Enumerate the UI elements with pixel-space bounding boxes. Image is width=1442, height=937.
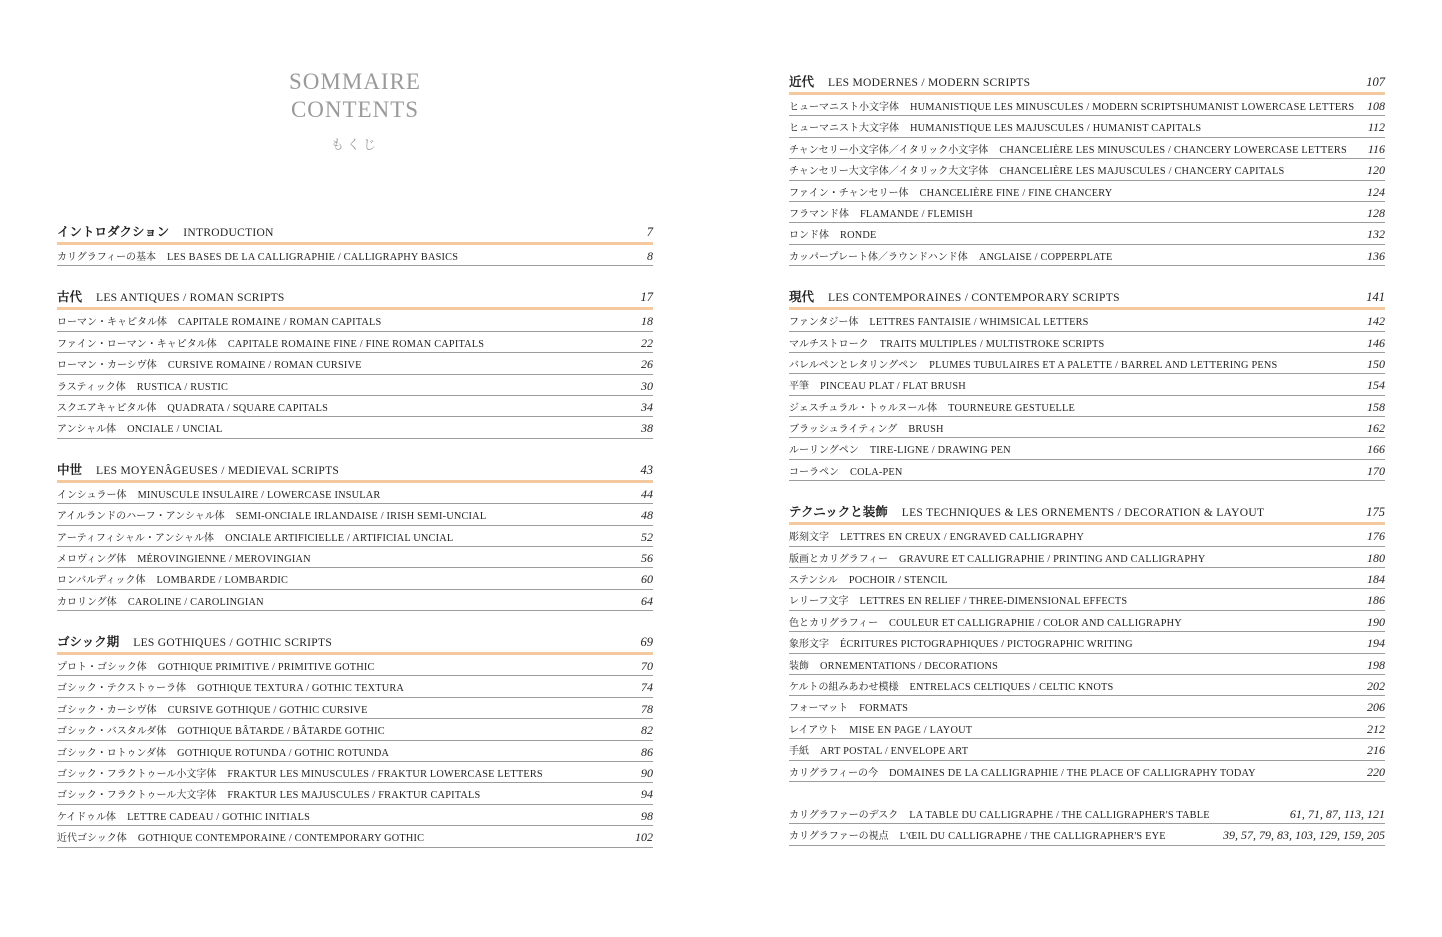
toc-entry[interactable] [789,353,1385,374]
toc-section [57,632,653,848]
section-heading[interactable] [57,460,653,483]
toc-entry[interactable] [789,417,1385,438]
page-number: 198 [1367,657,1385,672]
page-number: 146 [1367,335,1385,350]
french-english-title: LOMBARDE / LOMBARDIC [156,575,289,587]
page-number: 212 [1367,721,1385,736]
toc-entry[interactable] [57,741,653,762]
japanese-title: ゴシック・フラクトゥール大文字体 [57,790,217,802]
japanese-title: 象形文字 [789,639,829,651]
toc-entry[interactable] [57,504,653,525]
toc-section [789,72,1385,266]
japanese-title: ファンタジー体 [789,317,859,329]
page-number: 44 [641,486,653,501]
toc-entry[interactable] [57,568,653,589]
japanese-title: プロト・ゴシック体 [57,662,147,674]
page-number: 128 [1367,205,1385,220]
title-line-japanese: もくじ [330,137,379,152]
french-english-title: GOTHIQUE CONTEMPORAINE / CONTEMPORARY GOTHIC [137,833,425,845]
japanese-title: 中世 [57,462,83,477]
french-english-title: ENTRELACS CELTIQUES / CELTIC KNOTS [909,681,1114,693]
toc-entry[interactable] [57,655,653,676]
french-english-title: INTRODUCTION [183,227,274,239]
toc-entry[interactable] [789,460,1385,481]
french-english-title: CURSIVE ROMAINE / ROMAN CURSIVE [167,360,362,372]
japanese-title: 古代 [57,290,83,305]
toc-entry[interactable] [789,718,1385,739]
toc-entry[interactable] [789,116,1385,137]
section-heading[interactable] [57,632,653,655]
japanese-title: テクニックと装飾 [789,505,888,520]
toc-entry[interactable] [789,245,1385,266]
page-number: 26 [641,357,653,372]
page-number: 180 [1367,550,1385,565]
french-english-title: TIRE-LIGNE / DRAWING PEN [869,445,1011,457]
japanese-title: フォーマット [789,703,849,715]
feature-index [789,803,1385,846]
page-number: 90 [641,766,653,781]
french-english-title: CAROLINE / CAROLINGIAN [127,596,264,608]
japanese-title: チャンセリー大文字体／イタリック大文字体 [789,166,989,178]
page-number: 190 [1367,614,1385,629]
toc-entry[interactable] [57,805,653,826]
french-english-title: BRUSH [908,424,944,436]
japanese-title: ジェスチュラル・トゥルヌール体 [789,402,938,414]
page-number: 108 [1367,99,1385,113]
japanese-title: 彫刻文字 [789,532,829,544]
french-english-title: CAPITALE ROMAINE / ROMAN CAPITALS [178,317,382,329]
toc-entry[interactable] [789,547,1385,568]
page-number: 48 [641,508,653,523]
page-number: 162 [1367,421,1385,436]
japanese-title: ゴシック・テクストゥーラ体 [57,683,187,695]
section-heading[interactable] [57,287,653,310]
japanese-title: ルーリングペン [789,445,859,457]
french-english-title: ONCIALE / UNCIAL [127,424,223,436]
toc-section [789,287,1385,481]
section-heading[interactable] [57,222,653,245]
toc-entry[interactable] [57,590,653,611]
japanese-title: バレルペンとレタリングペン [789,359,919,371]
french-english-title: RUSTICA / RUSTIC [136,381,229,393]
toc-entry[interactable] [57,762,653,783]
page-number: 70 [641,659,653,674]
japanese-title: フラマンド体 [789,208,849,220]
left-toc-column [57,222,653,869]
page-number: 94 [641,787,653,802]
toc-entry[interactable] [57,676,653,697]
toc-entry[interactable] [789,589,1385,610]
page-number: 112 [1367,120,1385,135]
toc-entry[interactable] [57,396,653,417]
french-english-title: QUADRATA / SQUARE CAPITALS [167,402,328,414]
japanese-title: メロヴィング体 [57,553,127,565]
page-number: 124 [1367,184,1385,199]
japanese-title: レリーフ文字 [789,596,849,608]
japanese-title: ロンバルディック体 [57,575,146,587]
feature-entry[interactable] [789,803,1385,824]
japanese-title: イントロダクション [57,225,170,239]
page-number: 136 [1367,248,1385,263]
toc-entry[interactable] [789,675,1385,696]
toc-entry[interactable] [789,632,1385,653]
japanese-title: 近代ゴシック体 [57,833,127,845]
toc-entry[interactable] [789,181,1385,202]
french-english-title: FRAKTUR LES MAJUSCULES / FRAKTUR CAPITALS [227,790,481,802]
japanese-title: アーティフィシャル・アンシャル体 [57,532,215,544]
french-english-title: GOTHIQUE ROTUNDA / GOTHIC ROTUNDA [177,747,390,759]
section-heading[interactable] [789,287,1385,310]
japanese-title: 現代 [789,290,815,305]
page-number: 166 [1367,442,1385,457]
french-english-title: LA TABLE DU CALLIGRAPHE / THE CALLIGRAPHER'S TABLE [909,809,1210,821]
toc-entry[interactable] [57,310,653,331]
french-english-title: LES CONTEMPORAINES / CONTEMPORARY SCRIPTS [828,292,1120,305]
toc-entry[interactable] [789,310,1385,331]
toc-entry[interactable] [57,332,653,353]
japanese-title: ゴシック・バスタルダ体 [57,726,167,738]
page-number: 56 [641,550,653,565]
toc-entry[interactable] [57,826,653,847]
page-number: 7 [646,225,653,239]
page-number: 34 [641,399,653,414]
page-number: 22 [641,335,653,350]
japanese-title: ステンシル [789,575,838,587]
japanese-title: ラスティック体 [57,381,126,393]
page-number: 30 [641,378,653,393]
title-line-english: CONTENTS [290,97,420,122]
french-english-title: COLA-PEN [850,466,903,478]
japanese-title: ローマン・キャピタル体 [57,317,167,329]
french-english-title: LES MOYENÂGEUSES / MEDIEVAL SCRIPTS [96,464,340,477]
french-english-title: LES ANTIQUES / ROMAN SCRIPTS [96,292,285,305]
french-english-title: FRAKTUR LES MINUSCULES / FRAKTUR LOWERCASE LETTERS [227,769,543,781]
french-english-title: LETTRE CADEAU / GOTHIC INITIALS [127,811,310,823]
toc-entry[interactable] [57,526,653,547]
french-english-title: LETTRES FANTAISIE / WHIMSICAL LETTERS [869,317,1089,329]
page-number: 150 [1367,356,1385,371]
page-number: 141 [1366,290,1385,305]
page-number: 60 [641,572,653,587]
title-line-french: SOMMAIRE [289,69,421,94]
toc-section [57,287,653,438]
toc-entry[interactable] [57,698,653,719]
japanese-title: 近代 [789,75,815,89]
toc-entry[interactable] [57,783,653,804]
french-english-title: ORNEMENTATIONS / DECORATIONS [820,660,999,672]
toc-entry[interactable] [789,95,1385,116]
page-number: 78 [641,701,653,716]
page-number: 64 [641,593,653,608]
page-number: 184 [1367,572,1385,587]
toc-entry[interactable] [789,654,1385,675]
page-number: 8 [647,249,653,263]
french-english-title: CHANCELIÈRE LES MINUSCULES / CHANCERY LOWERCASE LETTERS [999,144,1347,156]
toc-entry[interactable] [789,761,1385,782]
french-english-title: DOMAINES DE LA CALLIGRAPHIE / THE PLACE OF CALLIGRAPHY TODAY [889,767,1256,779]
toc-entry[interactable] [57,353,653,374]
toc-entry[interactable] [789,138,1385,159]
french-english-title: GRAVURE ET CALLIGRAPHIE / PRINTING AND CALLIGRAPHY [899,553,1206,565]
japanese-title: ゴシック・ロトゥンダ体 [57,747,167,759]
page-number: 69 [640,635,653,650]
page-number: 175 [1366,505,1385,520]
toc-entry[interactable] [57,375,653,396]
page-number: 86 [641,744,653,759]
page-number: 186 [1367,593,1385,608]
japanese-title: ローマン・カーシヴ体 [57,360,157,372]
french-english-title: L'ŒIL DU CALLIGRAPHE / THE CALLIGRAPHER'S EYE [899,831,1166,843]
toc-entry[interactable] [57,483,653,504]
french-english-title: LETTRES EN CREUX / ENGRAVED CALLIGRAPHY [840,532,1085,544]
french-english-title: SEMI-ONCIALE IRLANDAISE / IRISH SEMI-UNCIAL [235,511,487,523]
french-english-title: CURSIVE GOTHIQUE / GOTHIC CURSIVE [167,704,368,716]
french-english-title: MÉROVINGIENNE / MEROVINGIAN [137,553,311,565]
toc-entry[interactable] [789,223,1385,244]
right-toc-column [789,72,1385,846]
toc-section [789,502,1385,782]
page-number: 170 [1367,463,1385,478]
page-number: 216 [1367,743,1385,758]
japanese-title: スクエアキャピタル体 [57,402,157,414]
toc-entry[interactable] [789,568,1385,589]
page-number: 17 [640,290,653,305]
french-english-title: POCHOIR / STENCIL [848,575,948,587]
japanese-title: コーラペン [789,466,839,478]
page-number: 18 [641,314,653,329]
french-english-title: LES MODERNES / MODERN SCRIPTS [828,77,1031,89]
french-english-title: TOURNEURE GESTUELLE [948,402,1076,414]
japanese-title: カリグラファーのデスク [789,809,899,821]
japanese-title: アンシャル体 [57,424,117,436]
page-number: 132 [1367,227,1385,242]
toc-entry[interactable] [789,438,1385,459]
toc-entry[interactable] [789,611,1385,632]
japanese-title: インシュラー体 [57,489,127,501]
french-english-title: PLUMES TUBULAIRES ET A PALETTE / BARREL AND LETTERING PENS [929,359,1278,371]
toc-entry[interactable] [57,719,653,740]
contents-title [250,68,460,153]
toc-section [57,460,653,611]
japanese-title: カリグラファーの視点 [789,831,889,843]
page-number: 176 [1367,529,1385,544]
toc-entry[interactable] [789,525,1385,546]
toc-entry[interactable] [57,547,653,568]
page-number: 43 [640,462,653,477]
japanese-title: ケルトの組みあわせ模様 [789,681,899,693]
toc-section [57,222,653,266]
japanese-title: 手紙 [789,746,809,758]
toc-entry[interactable] [789,374,1385,395]
japanese-title: カリグラフィーの今 [789,767,878,779]
page-number: 61, 71, 87, 113, 121 [1289,806,1385,821]
japanese-title: チャンセリー小文字体／イタリック小文字体 [789,144,989,156]
french-english-title: RONDE [840,230,877,242]
japanese-title: ロンド体 [789,230,829,242]
page-number: 158 [1367,399,1385,414]
japanese-title: ケイドゥル体 [57,811,117,823]
page-number: 98 [641,808,653,823]
french-english-title: HUMANISTIQUE LES MAJUSCULES / HUMANIST CAPITALS [910,123,1202,135]
french-english-title: ÉCRITURES PICTOGRAPHIQUES / PICTOGRAPHIC WRITING [840,639,1133,651]
french-english-title: GOTHIQUE TEXTURA / GOTHIC TEXTURA [197,683,405,695]
page-number: 142 [1367,314,1385,329]
japanese-title: ゴシック期 [57,635,120,650]
japanese-title: ファイン・チャンセリー体 [789,187,909,199]
french-english-title: MISE EN PAGE / LAYOUT [849,724,973,736]
toc-entry[interactable] [789,739,1385,760]
french-english-title: CHANCELIÈRE FINE / FINE CHANCERY [919,187,1113,199]
section-heading[interactable] [789,502,1385,525]
page-number: 52 [641,529,653,544]
french-english-title: COULEUR ET CALLIGRAPHIE / COLOR AND CALLIGRAPHY [889,617,1182,629]
japanese-title: カロリング体 [57,596,117,608]
french-english-title: LES TECHNIQUES & LES ORNEMENTS / DECORATION & LAYOUT [901,507,1265,520]
japanese-title: カリグラフィーの基本 [57,252,156,263]
japanese-title: マルチストローク [789,338,869,350]
page-number: 102 [635,830,653,845]
japanese-title: 平筆 [789,381,809,393]
toc-entry[interactable] [57,245,653,266]
japanese-title: ファイン・ローマン・キャピタル体 [57,338,217,350]
page-number: 82 [641,723,653,738]
french-english-title: GOTHIQUE BÂTARDE / BÂTARDE GOTHIC [177,726,385,738]
french-english-title: MINUSCULE INSULAIRE / LOWERCASE INSULAR [137,489,381,501]
japanese-title: カッパープレート体／ラウンドハンド体 [789,251,968,263]
french-english-title: ART POSTAL / ENVELOPE ART [820,746,969,758]
toc-entry[interactable] [789,396,1385,417]
section-heading[interactable] [789,72,1385,95]
toc-entry[interactable] [789,332,1385,353]
french-english-title: ANGLAISE / COPPERPLATE [978,251,1113,263]
toc-entry[interactable] [57,417,653,438]
french-english-title: LETTRES EN RELIEF / THREE-DIMENSIONAL EFFECTS [859,596,1128,608]
french-english-title: GOTHIQUE PRIMITIVE / PRIMITIVE GOTHIC [157,662,375,674]
japanese-title: 版画とカリグラフィー [789,553,888,565]
french-english-title: TRAITS MULTIPLES / MULTISTROKE SCRIPTS [879,338,1105,350]
japanese-title: アイルランドのハーフ・アンシャル体 [57,511,225,523]
french-english-title: LES BASES DE LA CALLIGRAPHIE / CALLIGRAPHY BASICS [167,252,459,263]
page-number: 120 [1367,163,1385,178]
page-number: 220 [1367,764,1385,779]
feature-entry[interactable] [789,824,1385,845]
french-english-title: CAPITALE ROMAINE FINE / FINE ROMAN CAPITALS [227,338,485,350]
toc-entry[interactable] [789,202,1385,223]
page-number: 38 [641,421,653,436]
japanese-title: ヒューマニスト大文字体 [789,123,899,135]
japanese-title: ゴシック・カーシヴ体 [57,704,157,716]
toc-entry[interactable] [789,159,1385,180]
japanese-title: ブラッシュライティング [789,424,898,436]
page-number: 202 [1367,678,1385,693]
japanese-title: 色とカリグラフィー [789,617,878,629]
toc-entry[interactable] [789,696,1385,717]
japanese-title: レイアウト [789,724,839,736]
page-number: 206 [1367,700,1385,715]
french-english-title: CHANCELIÈRE LES MAJUSCULES / CHANCERY CAPITALS [999,166,1285,178]
page-number: 39, 57, 79, 83, 103, 129, 159, 205 [1223,828,1385,843]
page-number: 107 [1366,75,1385,89]
page-number: 194 [1367,636,1385,651]
french-english-title: PINCEAU PLAT / FLAT BRUSH [820,381,966,393]
french-english-title: ONCIALE ARTIFICIELLE / ARTIFICIAL UNCIAL [225,532,454,544]
page-number: 74 [641,680,653,695]
page-number: 154 [1367,378,1385,393]
french-english-title: FLAMANDE / FLEMISH [860,208,973,220]
japanese-title: ゴシック・フラクトゥール小文字体 [57,769,217,781]
japanese-title: ヒューマニスト小文字体 [789,102,899,113]
french-english-title: FORMATS [859,703,909,715]
japanese-title: 装飾 [789,660,809,672]
page-number: 116 [1367,141,1385,156]
french-english-title: LES GOTHIQUES / GOTHIC SCRIPTS [133,637,333,650]
french-english-title: HUMANISTIQUE LES MINUSCULES / MODERN SCRIPTSHUMANIST LOWERCASE LETTERS [910,102,1355,113]
